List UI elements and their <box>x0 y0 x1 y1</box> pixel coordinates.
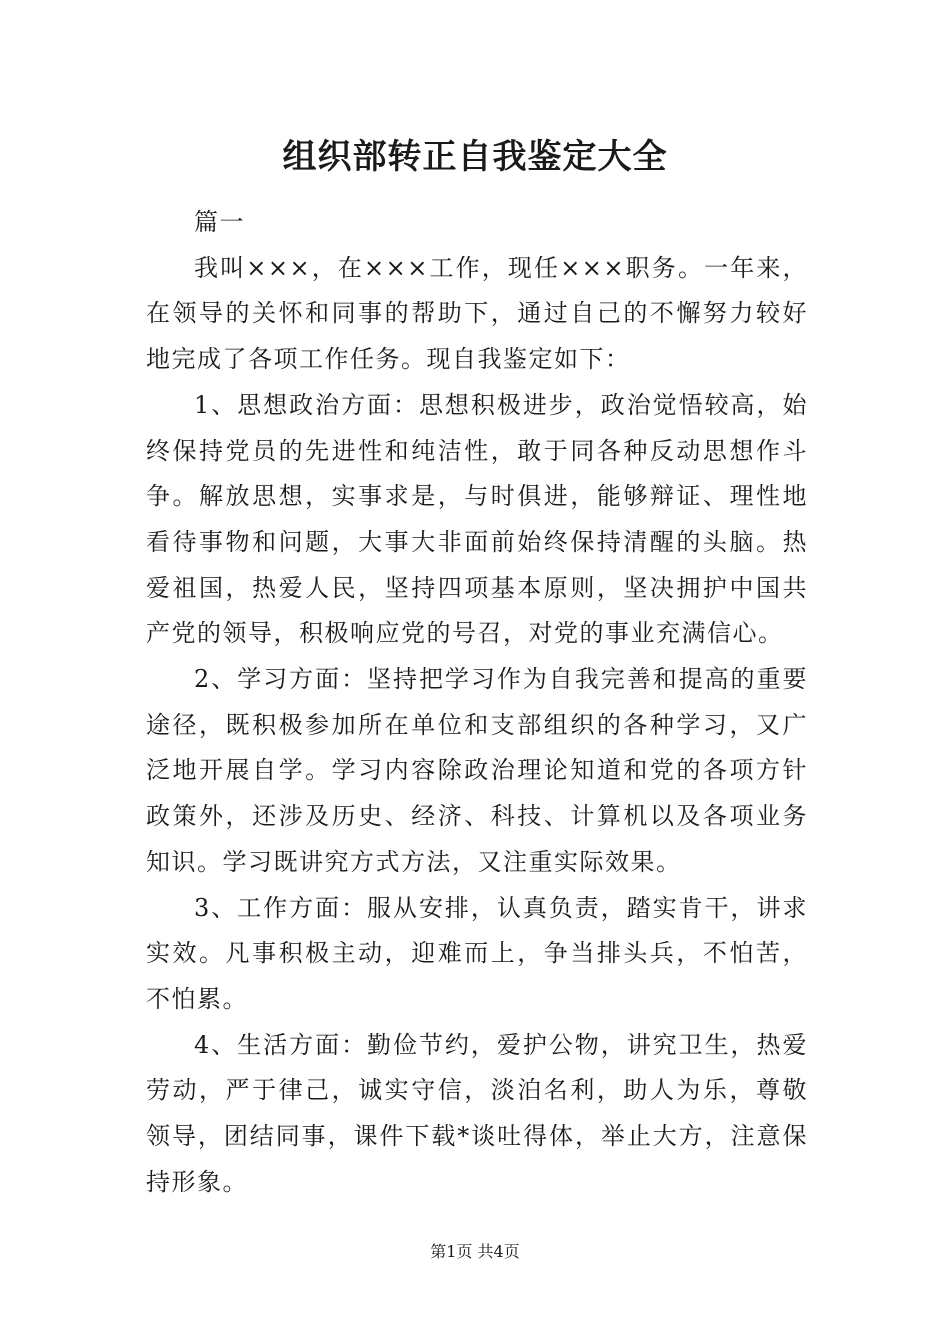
paragraph-life: 4、生活方面：勤俭节约，爱护公物，讲究卫生，热爱劳动，严于律己，诚实守信，淡泊名利，助人为乐，尊敬领导，团结同事，课件下载*谈吐得体，举止大方，注意保持形象。 <box>146 1030 808 1196</box>
section-heading: 篇一 <box>194 208 245 236</box>
intro-paragraph: 我叫×××，在×××工作，现任×××职务。一年来，在领导的关怀和同事的帮助下，通过自己的不懈努力较好地完成了各项工作任务。现自我鉴定如下： <box>146 253 808 374</box>
paragraph-political: 1、思想政治方面：思想积极进步，政治觉悟较高，始终保持党员的先进性和纯洁性，敢于同各种反动思想作斗争。解放思想，实事求是，与时俱进，能够辩证、理性地看待事物和问题，大事大非面前始终保持清醒的头脑。热爱祖国，热爱人民，坚持四项基本原则，坚决拥护中国共产党的领导，积极响应党的号召，对党的事业充满信心。 <box>146 390 808 648</box>
document-body <box>146 200 808 1205</box>
page-number-footer: 第1页 共4页 <box>430 1242 520 1261</box>
page-title: 组织部转正自我鉴定大全 <box>282 137 668 177</box>
paragraph-study: 2、学习方面：坚持把学习作为自我完善和提高的重要途径，既积极参加所在单位和支部组织的各种学习，又广泛地开展自学。学习内容除政治理论知道和党的各项方针政策外，还涉及历史、经济、科技、计算机以及各项业务知识。学习既讲究方式方法，又注重实际效果。 <box>146 665 808 876</box>
paragraph-work: 3、工作方面：服从安排，认真负责，踏实肯干，讲求实效。凡事积极主动，迎难而上，争当排头兵，不怕苦，不怕累。 <box>146 893 808 1013</box>
